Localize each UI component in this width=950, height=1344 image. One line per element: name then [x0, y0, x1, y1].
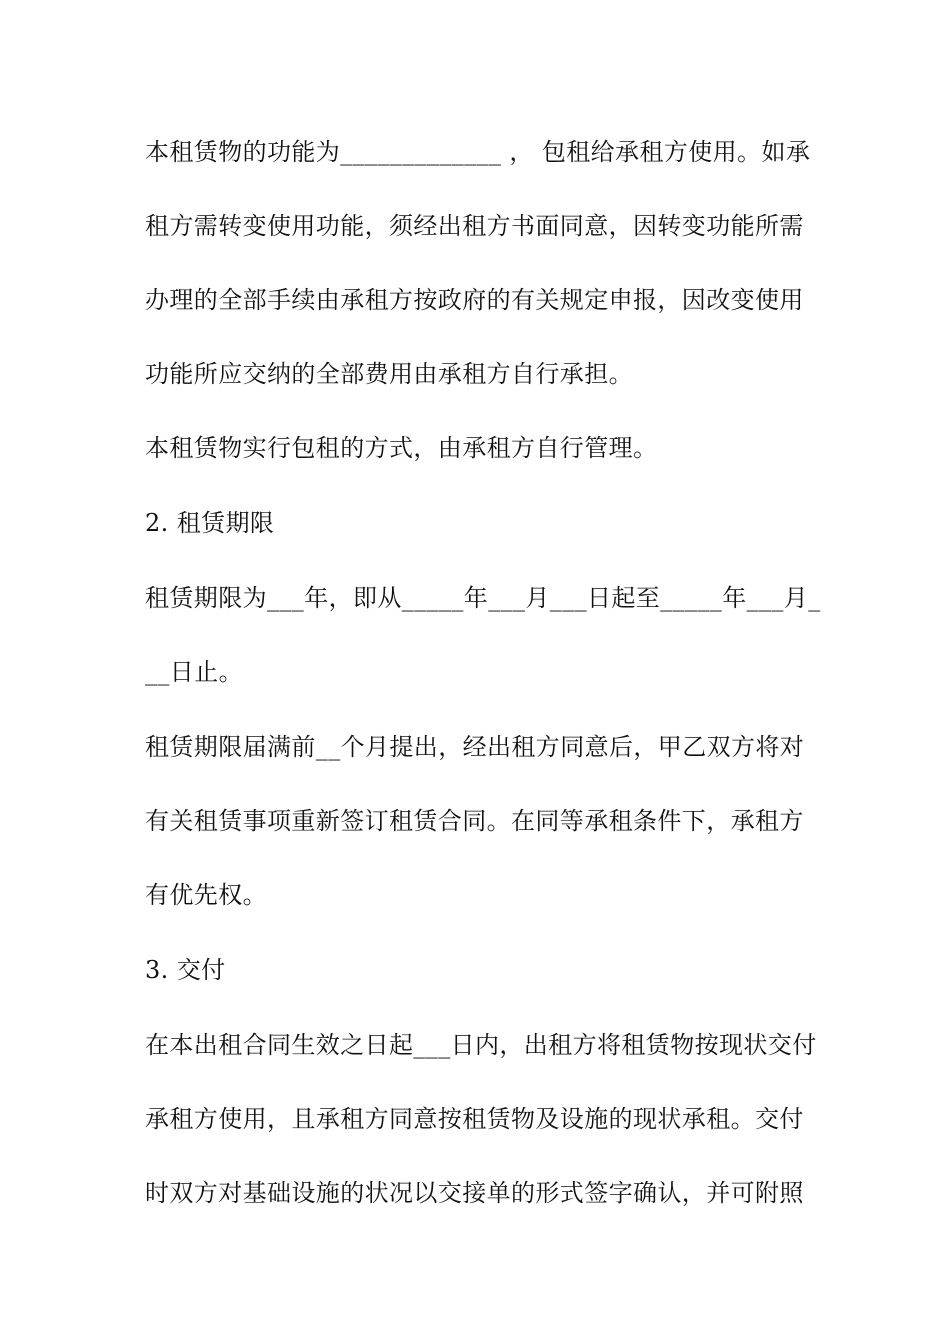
paragraph-line-9: 租赁期限届满前__个月提出，经出租方同意后，甲乙双方将对 [145, 733, 805, 761]
paragraph-line-3: 办理的全部手续由承租方按政府的有关规定申报，因改变使用 [145, 286, 804, 314]
paragraph-line-11: 有优先权。 [145, 881, 267, 909]
paragraph-line-14: 承租方使用，且承租方同意按租赁物及设施的现状承租。交付 [145, 1105, 804, 1133]
paragraph-line-15: 时双方对基础设施的状况以交接单的形式签字确认，并可附照 [145, 1179, 804, 1207]
paragraph-line-8: __日止。 [145, 658, 243, 686]
paragraph-line-7: 租赁期限为___年，即从_____年___月___日起至_____年___月_ [145, 584, 821, 612]
section-heading-3: 3. 交付 [145, 956, 226, 984]
paragraph-line-5: 本租赁物实行包租的方式，由承租方自行管理。 [145, 434, 658, 462]
section-heading-2: 2. 租赁期限 [145, 509, 275, 537]
paragraph-line-13: 在本出租合同生效之日起___日内，出租方将租赁物按现状交付 [145, 1031, 817, 1059]
paragraph-line-2: 租方需转变使用功能，须经出租方书面同意，因转变功能所需 [145, 212, 804, 240]
paragraph-line-1: 本租赁物的功能为_____________ ， 包租给承租方使用。如承 [145, 138, 811, 166]
paragraph-line-4: 功能所应交纳的全部费用由承租方自行承担。 [145, 360, 633, 388]
paragraph-line-10: 有关租赁事项重新签订租赁合同。在同等承租条件下，承租方 [145, 807, 804, 835]
